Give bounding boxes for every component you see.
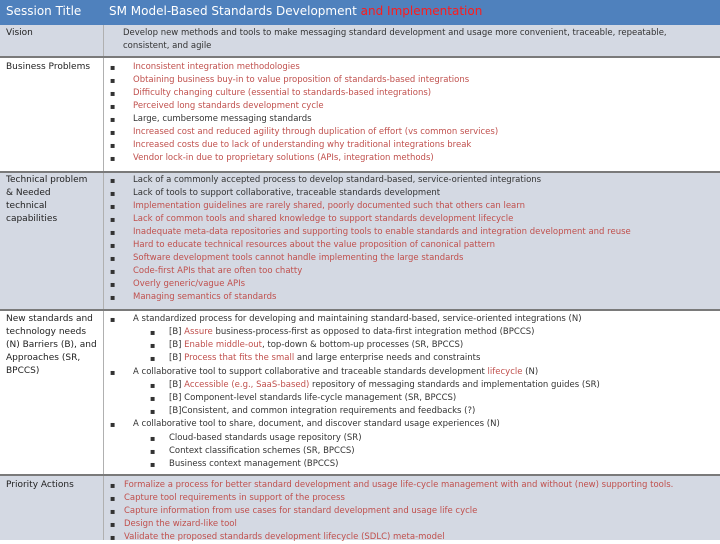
sub-list-item: [B] Assure business-process-first as opposed to data-first integration method (BPCCS)	[169, 327, 535, 337]
bullet-icon: ▪	[110, 241, 116, 250]
column-divider	[103, 25, 104, 540]
list-item: A collaborative tool to share, document, and discover standard usage experiences (N)	[133, 419, 500, 429]
bullet-icon: ▪	[110, 520, 116, 529]
session-title-header: Session Title	[6, 4, 82, 18]
list-item: Managing semantics of standards	[133, 292, 277, 302]
list-item: Increased cost and reduced agility through duplication of effort (vs common services)	[133, 127, 499, 137]
sub-bullet-icon: ▪	[150, 460, 156, 469]
list-item: Obtaining business buy-in to value proposition of standards-based integrations	[133, 75, 470, 85]
list-item: Capture tool requirements in support of the process	[124, 493, 345, 503]
list-item: Increased costs due to lack of understanding why traditional integrations break	[133, 140, 472, 150]
bullet-icon: ▪	[110, 102, 116, 111]
bullet-icon: ▪	[110, 154, 116, 163]
sub-list-item: Business context management (BPCCS)	[169, 459, 339, 469]
list-item: Code-first APIs that are often too chatty	[133, 266, 303, 276]
list-item: Lack of tools to support collaborative, traceable standards development	[133, 188, 441, 198]
list-item: Design the wizard-like tool	[124, 519, 237, 529]
bullet-icon: ▪	[110, 63, 116, 72]
bullet-icon: ▪	[110, 481, 116, 490]
bullet-icon: ▪	[110, 533, 116, 542]
bullet-icon: ▪	[110, 176, 116, 185]
bullet-icon: ▪	[110, 202, 116, 211]
list-item: Implementation guidelines are rarely shared, poorly documented such that others can learn	[133, 201, 525, 211]
bullet-icon: ▪	[110, 507, 116, 516]
row-divider	[0, 474, 720, 476]
bullet-icon: ▪	[110, 420, 116, 429]
list-item: Hard to educate technical resources about the value proposition of canonical pattern	[133, 240, 496, 250]
bullet-icon: ▪	[110, 280, 116, 289]
sub-bullet-icon: ▪	[150, 354, 156, 363]
bullet-icon: ▪	[110, 189, 116, 198]
new-standards-label: New standards and technology needs (N) Barriers (B), and Approaches (SR, BPCCS)	[6, 314, 97, 376]
list-item: Difficulty changing culture (essential to standards-based integrations)	[133, 88, 432, 98]
list-item: Formalize a process for better standard development and usage life-cycle management with and without (new) supporting tools.	[124, 480, 674, 490]
table-header	[0, 0, 720, 25]
bullet-icon: ▪	[110, 267, 116, 276]
sub-list-item: [B] Enable middle-out, top-down & bottom-up processes (SR, BPCCS)	[169, 340, 464, 350]
bullet-icon: ▪	[110, 128, 116, 137]
sub-bullet-icon: ▪	[150, 407, 156, 416]
row-divider	[0, 309, 720, 311]
list-item: Capture information from use cases for standard development and usage life cycle	[124, 506, 478, 516]
page-title-accent: and Implementation	[360, 4, 483, 18]
sub-list-item: Context classification schemes (SR, BPCCS)	[169, 446, 355, 456]
list-item: Overly generic/vague APIs	[133, 279, 246, 289]
vision-text: Develop new methods and tools to make messaging standard development and usage more convenient, traceable, repeatable, consistent, and agile	[123, 28, 667, 51]
technical-problems-label: Technical problem & Needed technical capabilities	[6, 175, 88, 224]
list-item: Software development tools cannot handle implementing the large standards	[133, 253, 464, 263]
sub-bullet-icon: ▪	[150, 394, 156, 403]
list-item: Perceived long standards development cycle	[133, 101, 324, 111]
sub-bullet-icon: ▪	[150, 328, 156, 337]
bullet-icon: ▪	[110, 215, 116, 224]
bullet-icon: ▪	[110, 89, 116, 98]
list-item: Large, cumbersome messaging standards	[133, 114, 312, 124]
list-item: Lack of common tools and shared knowledge to support standards development lifecycle	[133, 214, 514, 224]
bullet-icon: ▪	[110, 494, 116, 503]
sub-list-item: Cloud-based standards usage repository (SR)	[169, 433, 362, 443]
row-divider	[0, 171, 720, 173]
list-item: Vendor lock-in due to proprietary solutions (APIs, integration methods)	[133, 153, 434, 163]
list-item: Inconsistent integration methodologies	[133, 62, 300, 72]
bullet-icon: ▪	[110, 315, 116, 324]
list-item: Inadequate meta-data repositories and supporting tools to enable standards and integration development and reuse	[133, 227, 631, 237]
bullet-icon: ▪	[110, 115, 116, 124]
bullet-icon: ▪	[110, 76, 116, 85]
list-item: Lack of a commonly accepted process to develop standard-based, service-oriented integrations	[133, 175, 542, 185]
sub-list-item: [B] Process that fits the small and large enterprise needs and constraints	[169, 353, 481, 363]
sub-bullet-icon: ▪	[150, 434, 156, 443]
list-item: A standardized process for developing and maintaining standard-based, service-oriented integrations (N)	[133, 314, 582, 324]
sub-bullet-icon: ▪	[150, 447, 156, 456]
vision-label: Vision	[6, 28, 33, 38]
row-divider	[0, 56, 720, 58]
list-item: Validate the proposed standards development lifecycle (SDLC) meta-model	[124, 532, 445, 542]
bullet-icon: ▪	[110, 368, 116, 377]
sub-bullet-icon: ▪	[150, 381, 156, 390]
sub-bullet-icon: ▪	[150, 341, 156, 350]
bullet-icon: ▪	[110, 293, 116, 302]
bullet-icon: ▪	[110, 141, 116, 150]
business-problems-label: Business Problems	[6, 62, 91, 72]
list-item: A collaborative tool to support collaborative and traceable standards development lifecycle (N)	[133, 367, 539, 377]
sub-list-item: [B] Accessible (e.g., SaaS-based) repository of messaging standards and implementation guides (SR)	[169, 380, 600, 390]
sub-list-item: [B]Consistent, and common integration requirements and feedbacks (?)	[169, 406, 476, 416]
sub-list-item: [B] Component-level standards life-cycle management (SR, BPCCS)	[169, 393, 457, 403]
bullet-icon: ▪	[110, 228, 116, 237]
bullet-icon: ▪	[110, 254, 116, 263]
page-title: SM Model-Based Standards Development and Implementation	[109, 4, 483, 18]
priority-actions-label: Priority Actions	[6, 480, 74, 490]
